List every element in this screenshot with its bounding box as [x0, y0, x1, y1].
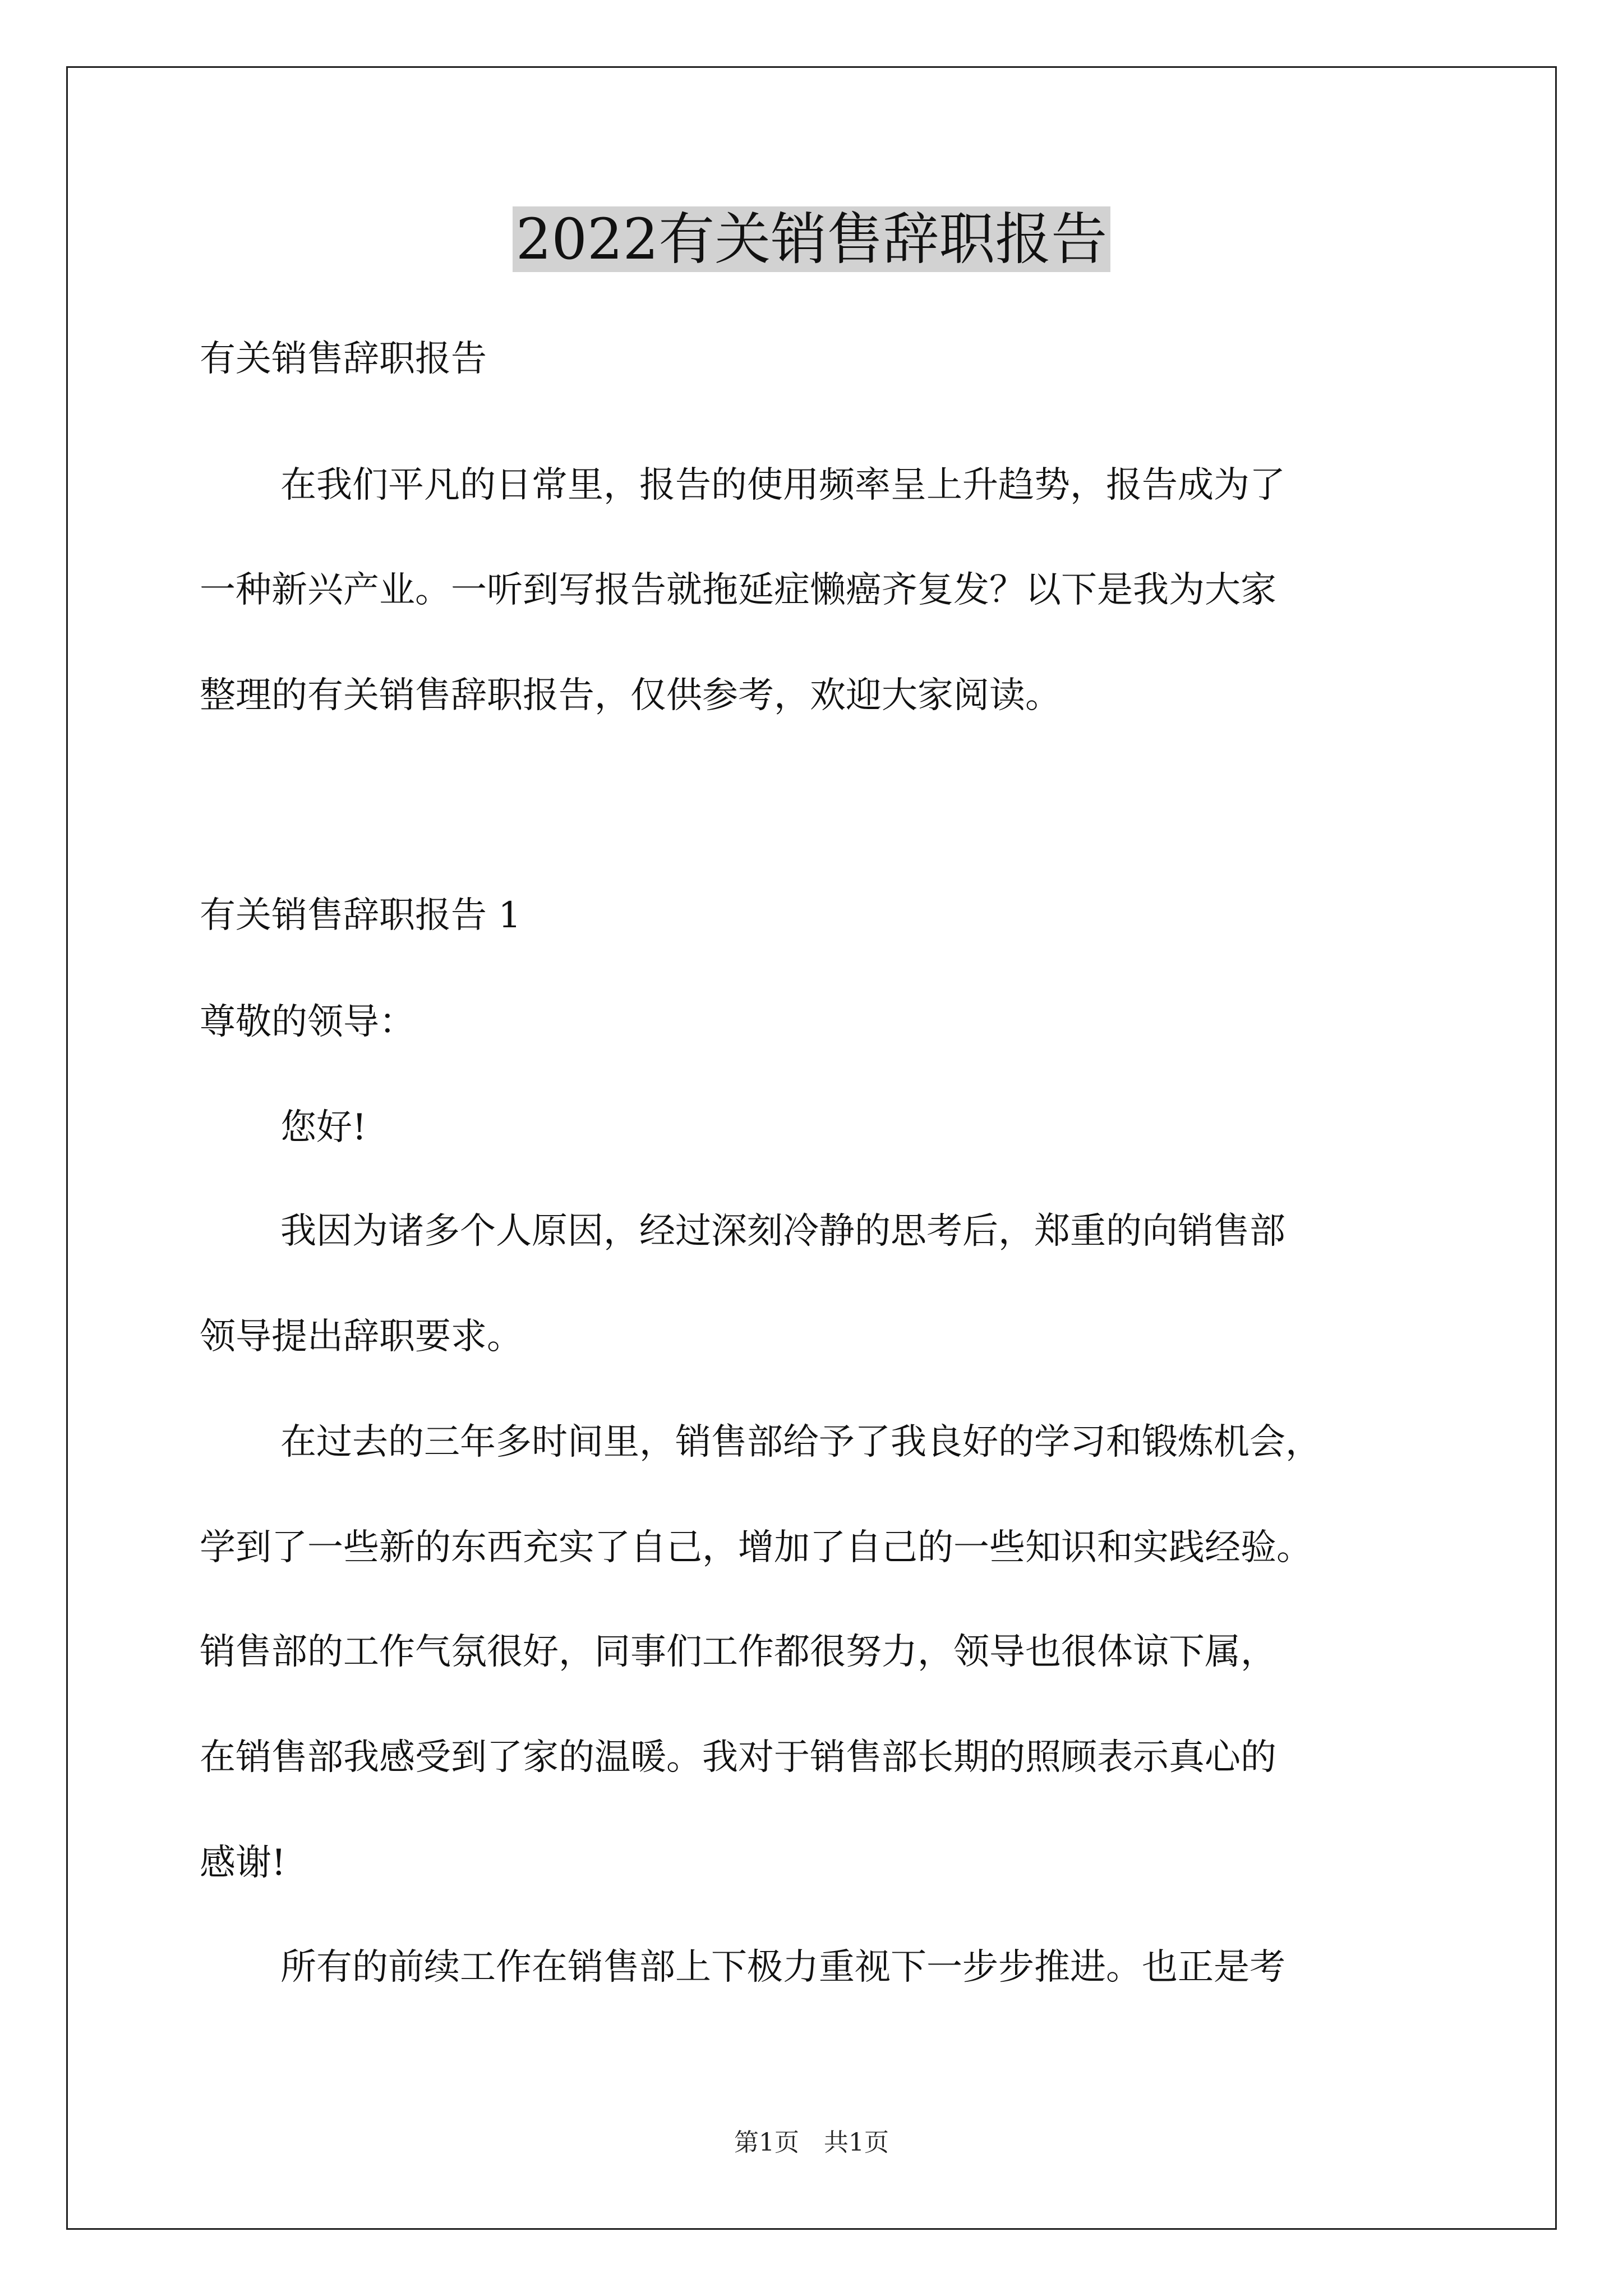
paragraph-line: 我因为诸多个人原因，经过深刻冷静的思考后，郑重的向销售部 [280, 1211, 1285, 1252]
page-footer: 第1页 共1页 [734, 2128, 889, 2157]
paragraph-line: 一种新兴产业。一听到写报告就拖延症懒癌齐复发？以下是我为大家 [200, 569, 1276, 611]
paragraph-line: 在销售部我感受到了家的温暖。我对于销售部长期的照顾表示真心的 [200, 1737, 1276, 1778]
paragraph-line: 在我们平凡的日常里，报告的使用频率呈上升趋势，报告成为了 [280, 464, 1285, 506]
salutation-line: 尊敬的领导： [200, 1001, 415, 1043]
paragraph-line: 整理的有关销售辞职报告，仅供参考，欢迎大家阅读。 [200, 675, 1061, 716]
paragraph-line: 感谢! [200, 1842, 286, 1884]
document-title [0, 200, 1623, 279]
paragraph-line: 领导提出辞职要求。 [200, 1316, 523, 1358]
paragraph-line: 学到了一些新的东西充实了自己，增加了自己的一些知识和实践经验。 [200, 1527, 1312, 1568]
subtitle-line: 有关销售辞职报告 [200, 338, 487, 380]
section-heading: 有关销售辞职报告 1 [200, 895, 522, 936]
greeting-line: 您好! [280, 1107, 367, 1148]
paragraph-line: 销售部的工作气氛很好，同事们工作都很努力，领导也很体谅下属， [200, 1631, 1276, 1673]
document-title-text: 2022有关销售辞职报告 [513, 206, 1111, 272]
paragraph-line: 在过去的三年多时间里，销售部给予了我良好的学习和锻炼机会， [280, 1421, 1321, 1463]
paragraph-line: 所有的前续工作在销售部上下极力重视下一步步推进。也正是考 [280, 1947, 1285, 1988]
